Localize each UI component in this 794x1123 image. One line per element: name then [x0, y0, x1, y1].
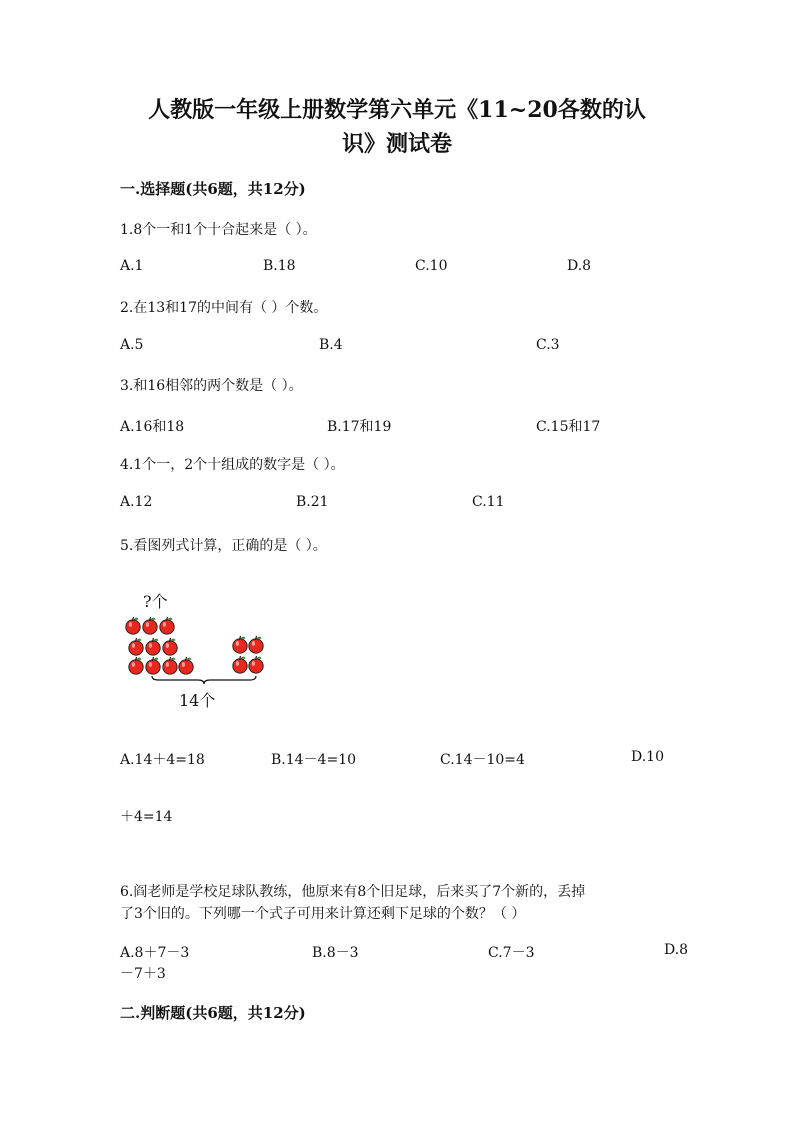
q6-option-c: C.7－3	[488, 945, 535, 961]
q2-option-c: C.3	[536, 337, 560, 353]
section-2-heading: 二.判断题(共6题，共12分)	[120, 1004, 306, 1022]
q6-option-b: B.8－3	[312, 945, 359, 961]
q1-option-d: D.8	[567, 258, 592, 274]
left-apple-group	[126, 617, 193, 674]
brace	[152, 676, 256, 684]
q5-option-c: C.14－10=4	[440, 752, 525, 768]
q2-option-a: A.5	[120, 337, 144, 353]
title-line-1: 人教版一年级上册数学第六单元《11~20各数的认	[148, 97, 646, 123]
apple-icon	[146, 638, 160, 655]
q4-option-a: A.12	[120, 494, 153, 510]
q2-option-b: B.4	[319, 337, 343, 353]
apple-icon	[179, 657, 193, 674]
apple-icon	[129, 657, 143, 674]
q3-option-c: C.15和17	[536, 419, 601, 435]
q1-option-a: A.1	[120, 258, 144, 274]
section-1-heading: 一.选择题(共6题，共12分)	[120, 180, 306, 198]
apple-icon	[233, 656, 247, 673]
q5-option-d: D.10	[631, 749, 664, 765]
question-6-stem-line-2: 了3个旧的。下列哪一个式子可用来计算还剩下足球的个数？（ ）	[120, 906, 526, 922]
apple-icon	[233, 636, 247, 653]
right-apple-group	[233, 636, 263, 673]
q5-option-a: A.14＋4=18	[120, 752, 205, 768]
apple-icon	[249, 636, 263, 653]
figure-bottom-label: 14个	[179, 691, 216, 710]
q1-option-c: C.10	[415, 258, 448, 274]
figure-top-label: ?个	[143, 592, 168, 611]
q3-option-a: A.16和18	[120, 419, 185, 435]
q3-option-b: B.17和19	[327, 419, 392, 435]
apple-icon	[249, 656, 263, 673]
title-line-2: 识》测试卷	[341, 131, 452, 157]
apple-icon	[146, 657, 160, 674]
q1-option-b: B.18	[263, 258, 296, 274]
question-5-stem: 5.看图列式计算，正确的是（ ）。	[120, 538, 327, 554]
q6-option-d-continued: －7＋3	[120, 966, 166, 982]
apple-icon	[126, 617, 140, 634]
q5-option-b: B.14－4=10	[271, 752, 357, 768]
question-3-stem: 3.和16相邻的两个数是（ ）。	[120, 378, 303, 394]
question-4-stem: 4.1个一，2个十组成的数字是（ ）。	[120, 457, 345, 473]
question-2-stem: 2.在13和17的中间有（ ）个数。	[120, 300, 328, 316]
q4-option-b: B.21	[296, 494, 329, 510]
q4-option-c: C.11	[472, 494, 505, 510]
q6-option-a: A.8＋7－3	[120, 945, 190, 961]
question-6-stem-line-1: 6.阎老师是学校足球队教练，他原来有8个旧足球，后来买了7个新的，丢掉	[120, 884, 586, 900]
apple-icon	[129, 638, 143, 655]
q6-option-d: D.8	[664, 942, 689, 958]
question-1-stem: 1.8个一和1个十合起来是（ ）。	[120, 222, 317, 238]
apple-icon	[163, 638, 177, 655]
apple-icon	[163, 657, 177, 674]
apple-figure	[118, 606, 268, 690]
apple-icon	[160, 617, 174, 634]
apple-icon	[143, 617, 157, 634]
q5-option-d-continued: ＋4=14	[120, 809, 173, 825]
